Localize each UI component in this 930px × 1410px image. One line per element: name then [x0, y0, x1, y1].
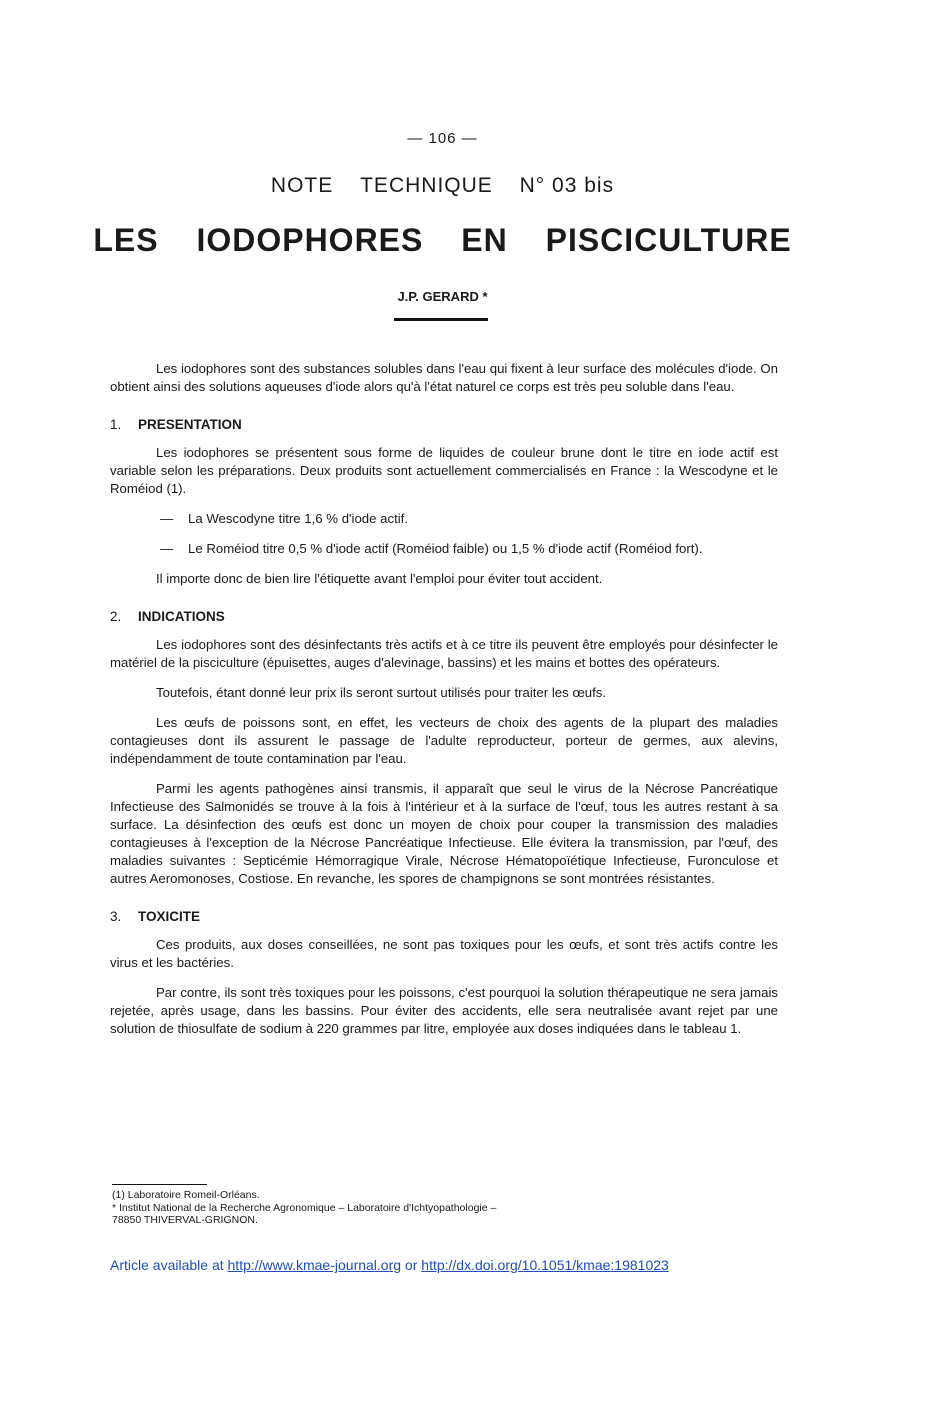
- section-title: PRESENTATION: [138, 417, 242, 432]
- footnotes: [112, 1184, 672, 1227]
- paragraph: Les œufs de poissons sont, en effet, les vecteurs de choix des agents de la plupart des maladies contagieuses dont ils assurent le passage de l'adulte reproducteur, porteur de germes, aux alevins, indépendamment de toute contamination par l'eau.: [110, 715, 778, 766]
- section-title: TOXICITE: [138, 909, 201, 924]
- paragraph: Les iodophores sont des désinfectants très actifs et à ce titre ils peuvent être employés pour désinfecter le matériel de la pisciculture (épuisettes, auges d'alevinage, bassins) et les mains et bottes des opérateurs.: [110, 637, 778, 670]
- page-number: — 106 —: [407, 130, 478, 147]
- article-link-or: or: [401, 1257, 422, 1273]
- dash-item: [110, 510, 778, 528]
- section-heading-presentation: [110, 416, 778, 434]
- intro-paragraph: Les iodophores sont des substances solubles dans l'eau qui fixent à leur surface des molécules d'iode. On obtient ainsi des solutions aqueuses d'iode alors qu'à l'état naturel ce corps est très peu soluble dans l'eau.: [110, 361, 778, 394]
- main-title-word: PISCICULTURE: [545, 222, 792, 258]
- paragraph: Parmi les agents pathogènes ainsi transmis, il apparaît que seul le virus de la Nécrose Pancréatique Infectieuse des Salmonidés se trouve à la fois à l'intérieur et à la surface de l'œuf, tous les autres restant à sa surface. La désinfection des œufs est donc un moyen de choix pour couper la transmission des maladies contagieuses à l'exception de la Nécrose Pancréatique Infectieuse. Elle évitera la transmission, par l'œuf, des maladies suivantes : Septicémie Hémorragique Virale, Nécrose Hématopoïétique Infectieuse, Furonculose et autres Aeromonoses, Costiose. En revanche, les spores de champignons se sont montrées résistantes.: [110, 781, 778, 886]
- note-title-number: N° 03 bis: [519, 174, 615, 197]
- journal-link[interactable]: http://www.kmae-journal.org: [227, 1257, 402, 1273]
- main-title-word: LES: [93, 222, 159, 258]
- paragraph: Les iodophores se présentent sous forme de liquides de couleur brune dont le titre en iode actif est variable selon les préparations. Deux produits sont actuellement commercialisés en France : la Wescodyne et le Roméiod (1).: [110, 445, 778, 496]
- note-title-word: TECHNIQUE: [360, 174, 493, 197]
- article-link-prefix: Article available at: [110, 1257, 228, 1273]
- footnote-affiliation: * Institut National de la Recherche Agronomique – Laboratoire d'Ichtyopathologie –: [112, 1201, 497, 1214]
- note-title: [0, 174, 885, 198]
- main-title-word: EN: [461, 222, 508, 258]
- section-title: INDICATIONS: [138, 609, 225, 624]
- dash-item-text: Le Roméiod titre 0,5 % d'iode actif (Roméiod faible) ou 1,5 % d'iode actif (Roméiod fort).: [188, 541, 703, 556]
- note-title-word: NOTE: [270, 174, 334, 197]
- paragraph: Ces produits, aux doses conseillées, ne sont pas toxiques pour les œufs, et sont très actifs contre les virus et les bactéries.: [110, 937, 778, 970]
- section-number: 3.: [110, 909, 122, 924]
- section-heading-indications: [110, 608, 778, 626]
- section-number: 2.: [110, 609, 122, 624]
- dash-item-text: La Wescodyne titre 1,6 % d'iode actif.: [188, 511, 408, 526]
- paragraph: Il importe donc de bien lire l'étiquette avant l'emploi pour éviter tout accident.: [156, 571, 603, 586]
- dash-item: [110, 540, 778, 558]
- doi-link[interactable]: http://dx.doi.org/10.1051/kmae:1981023: [421, 1257, 669, 1273]
- author: J.P. GERARD *: [397, 289, 488, 304]
- dash-marker: —: [160, 511, 174, 526]
- footnote-divider: [112, 1184, 207, 1185]
- footnote-address: 78850 THIVERVAL-GRIGNON.: [112, 1214, 258, 1226]
- main-title: [0, 222, 885, 259]
- article-body: [110, 360, 778, 1050]
- section-heading-toxicite: [110, 908, 778, 926]
- dash-marker: —: [160, 541, 174, 556]
- main-title-word: IODOPHORES: [196, 222, 424, 258]
- section-number: 1.: [110, 417, 122, 432]
- footnote-1: (1) Laboratoire Romeil-Orléans.: [112, 1189, 260, 1201]
- paragraph: Par contre, ils sont très toxiques pour les poissons, c'est pourquoi la solution thérapeutique ne sera jamais rejetée, après usage, dans les bassins. Pour éviter des accidents, elle sera neutralisée avant rejet par une solution de thiosulfate de sodium à 220 grammes par litre, employée aux doses indiquées dans le tableau 1.: [110, 985, 778, 1036]
- article-availability: [110, 1257, 669, 1273]
- paragraph: Toutefois, étant donné leur prix ils seront surtout utilisés pour traiter les œufs.: [156, 685, 607, 700]
- author-divider: [394, 318, 488, 321]
